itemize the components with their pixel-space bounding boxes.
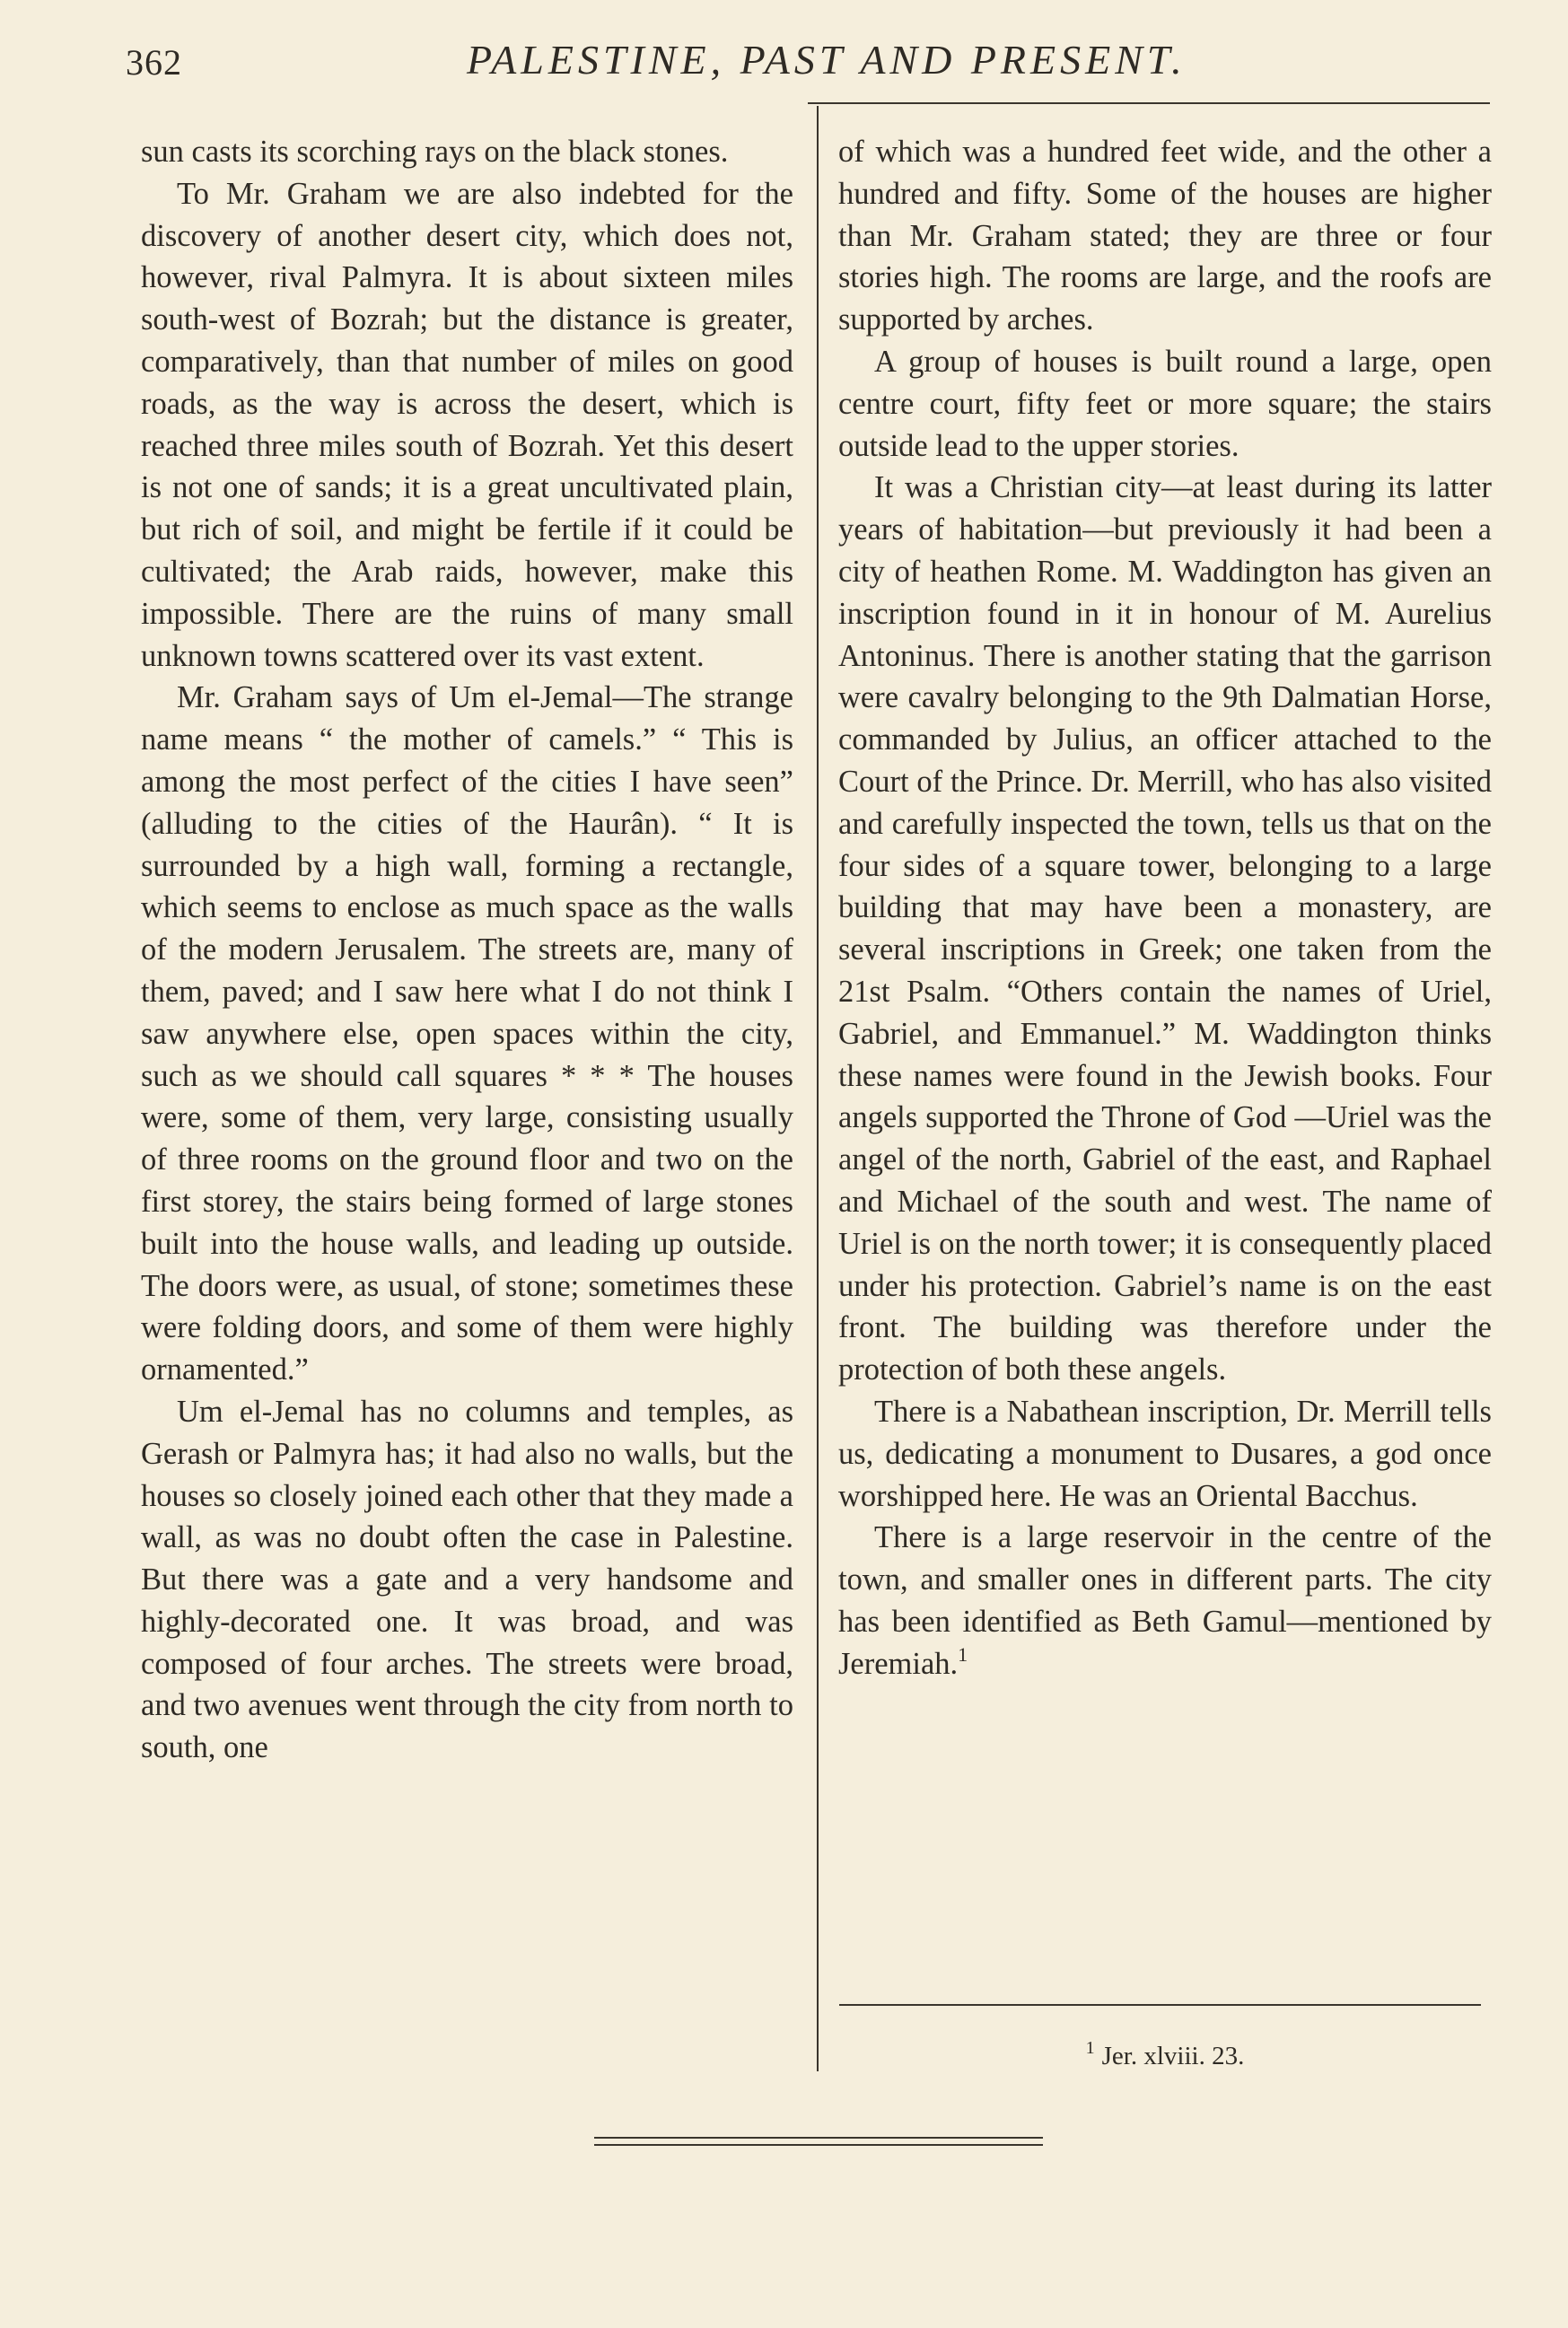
- paragraph: It was a Christian city—at least during its latter years of habitation—but previously it had been a city of heathen Rome. M. Waddington has given an inscription found in it in honour of M. Aurelius Antoninus. There is another stating that the garrison were cavalry belonging to the 9th Dalmatian Horse, commanded by Julius, an officer attached to the Court of the Prince. Dr. Merrill, who has also visited and carefully inspected the town, tells us that on the four sides of a square tower, belonging to a large building that may have been a monastery, are several inscriptions in Greek; one taken from the 21st Psalm. “Others contain the names of Uriel, Gabriel, and Emmanuel.” M. Waddington thinks these names were found in the Jewish books. Four angels supported the Throne of God —Uriel was the angel of the north, Gabriel of the east, and Raphael and Michael of the south and west. The name of Uriel is on the north tower; it is consequently placed under his protection. Gabriel’s name is on the east front. The building was therefore under the protection of both these angels.: [838, 470, 1492, 1387]
- bottom-rule: [594, 2137, 1043, 2139]
- paragraph: Um el-Jemal has no columns and temples, as Gerash or Palmyra has; it had also no walls, but the houses so closely joined each other that they made a wall, as was no doubt often the case in Palestine. But there was a gate and a very handsome and highly-decorated one. It was broad, and was composed of four arches. The streets were broad, and two avenues went through the city from north to south, one: [141, 1394, 793, 1765]
- footnote: [838, 2030, 1492, 2074]
- left-column: [141, 131, 793, 1769]
- paragraph: A group of houses is built round a large, open centre court, fifty feet or more square; the stairs outside lead to the upper stories.: [838, 344, 1492, 463]
- paragraph: [838, 1517, 1492, 1685]
- column-divider: [817, 106, 819, 2071]
- page-header: [126, 34, 1472, 88]
- paragraph: There is a Nabathean inscription, Dr. Merrill tells us, dedicating a monument to Dusares, a god once worshipped here. He was an Oriental Bacchus.: [838, 1394, 1492, 1513]
- footnote-text: Jer. xlviii. 23.: [1101, 2042, 1245, 2070]
- footnote-rule: [839, 2004, 1481, 2006]
- footnote-marker: 1: [1085, 2038, 1095, 2058]
- running-title: PALESTINE, PAST AND PRESENT.: [467, 37, 1187, 83]
- paragraph: Mr. Graham says of Um el-Jemal—The strange name means “ the mother of camels.” “ This is among the most perfect of the cities I have seen” (alluding to the cities of the Haurân). “ It is surrounded by a high wall, forming a rectangle, which seems to enclose as much space as the walls of the modern Jerusalem. The streets are, many of them, paved; and I saw here what I do not think I saw anywhere else, open spaces within the city, such as we should call squares * * * The houses were, some of them, very large, consisting usually of three rooms on the ground floor and two on the first storey, the stairs being formed of large stones built into the house walls, and leading up outside. The doors were, as usual, of stone; sometimes these were folding doors, and some of them were highly ornamented.”: [141, 680, 793, 1387]
- paragraph-text: There is a large reservoir in the centre of the town, and smaller ones in different parts. The city has been identified as Beth Gamul—mentioned by Jeremiah.: [838, 1520, 1492, 1681]
- footnote-reference[interactable]: 1: [958, 1642, 968, 1666]
- header-rule: [808, 102, 1490, 104]
- paragraph: sun casts its scorching rays on the black stones.: [141, 135, 729, 169]
- paragraph: of which was a hundred feet wide, and the other a hundred and fifty. Some of the houses are higher than Mr. Graham stated; they are three or four stories high. The rooms are large, and the roofs are supported by arches.: [838, 135, 1492, 337]
- right-column: [838, 131, 1492, 1685]
- paragraph: To Mr. Graham we are also indebted for the discovery of another desert city, which does not, however, rival Palmyra. It is about sixteen miles south-west of Bozrah; but the distance is greater, comparatively, than that number of miles on good roads, as the way is across the desert, which is reached three miles south of Bozrah. Yet this desert is not one of sands; it is a great uncultivated plain, but rich of soil, and might be fertile if it could be cultivated; the Arab raids, however, make this impossible. There are the ruins of many small unknown towns scattered over its vast extent.: [141, 176, 793, 673]
- page-number: 362: [126, 42, 182, 83]
- bottom-rule: [594, 2144, 1043, 2146]
